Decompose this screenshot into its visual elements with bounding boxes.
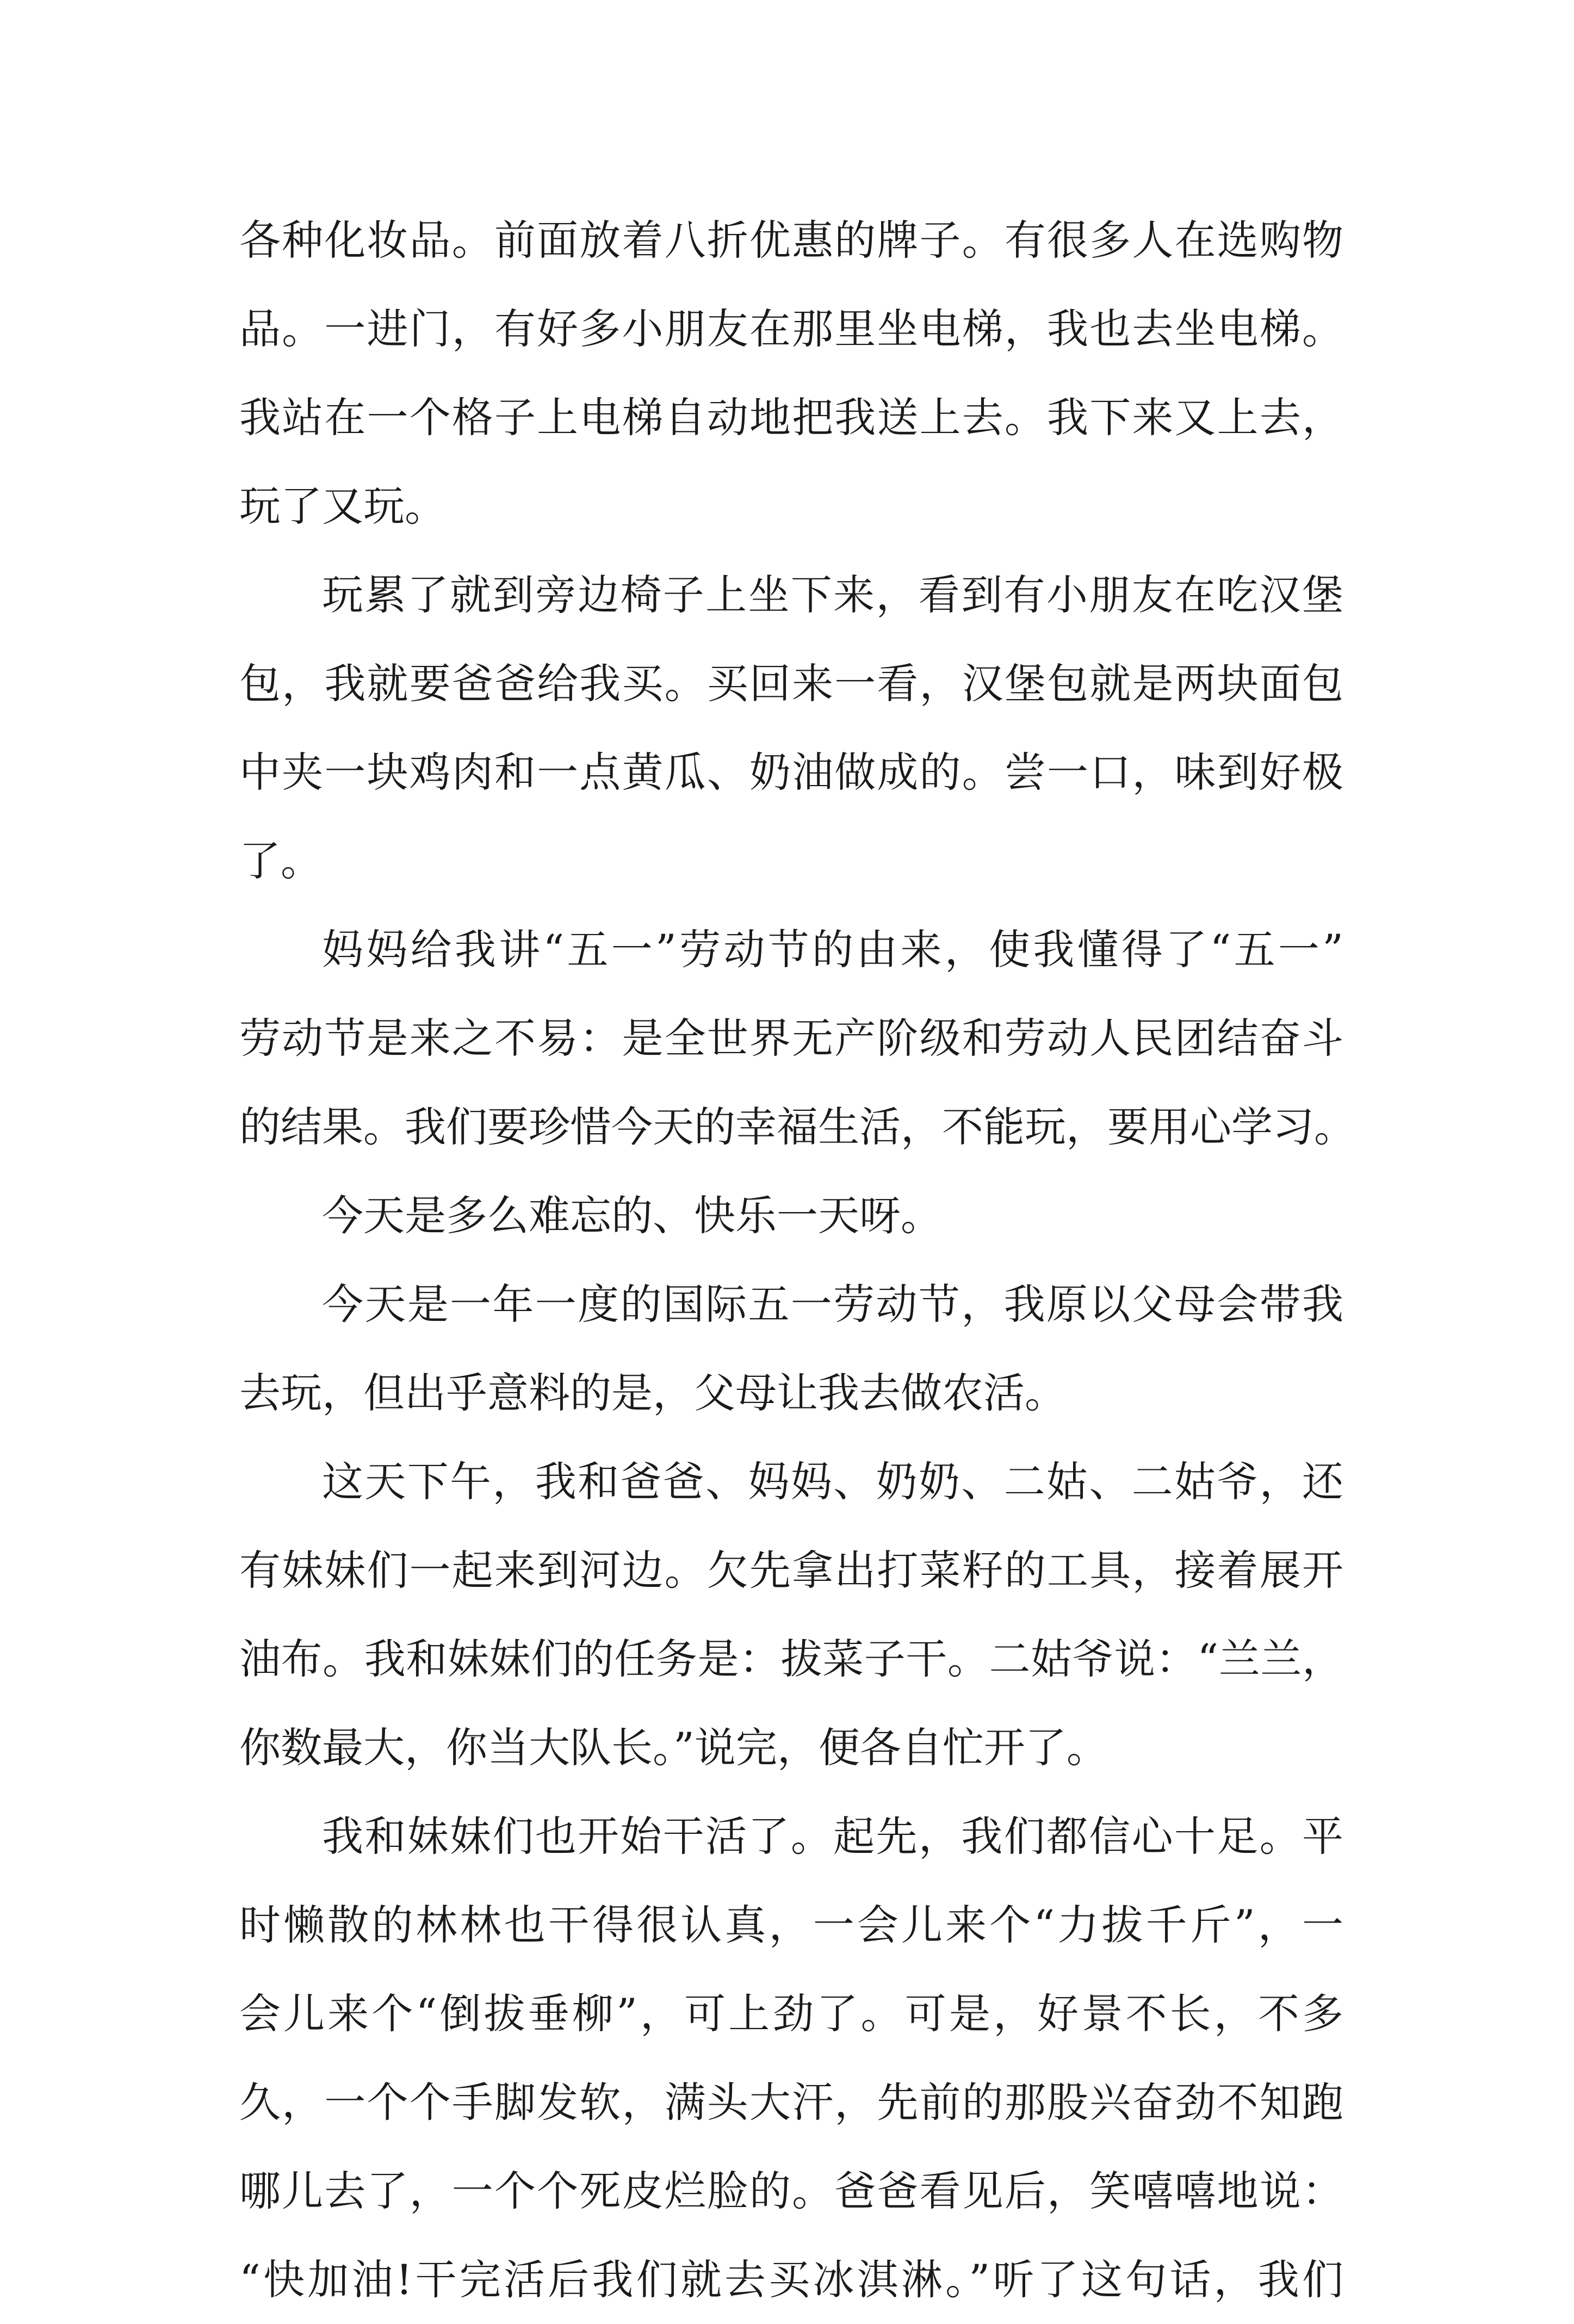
text-line: 今天是多么难忘的、快乐一天呀。: [322, 1191, 942, 1240]
text-line: 中夹一块鸡肉和一点黄瓜、奶油做成的。尝一口，味到好极: [239, 748, 1343, 796]
text-line: 妈妈给我讲“五一”劳动节的由来，使我懂得了“五一”: [322, 925, 1343, 974]
text-line: 有妹妹们一起来到河边。欠先拿出打菜籽的工具，接着展开: [239, 1546, 1343, 1594]
text-line: 会儿来个“倒拔垂柳”，可上劲了。可是，好景不长，不多: [239, 1989, 1343, 2038]
text-line: 玩了又玩。: [239, 482, 446, 530]
text-line: 你数最大，你当大队长。”说完，便各自忙开了。: [239, 1723, 1108, 1772]
text-line: 了。: [239, 837, 322, 885]
text-line: 包，我就要爸爸给我买。买回来一看，汉堡包就是两块面包: [239, 659, 1343, 708]
text-line: 我和妹妹们也开始干活了。起先，我们都信心十足。平: [322, 1812, 1343, 1861]
text-line: 各种化妆品。前面放着八折优惠的牌子。有很多人在选购物: [239, 216, 1343, 264]
text-line: 我站在一个格子上电梯自动地把我送上去。我下来又上去，: [239, 393, 1343, 442]
text-line: “快加油!干完活后我们就去买冰淇淋。”听了这句话，我们: [239, 2255, 1343, 2304]
text-line: 玩累了就到旁边椅子上坐下来，看到有小朋友在吃汉堡: [322, 571, 1343, 619]
text-line: 品。一进门，有好多小朋友在那里坐电梯，我也去坐电梯。: [239, 305, 1343, 353]
text-line: 的结果。我们要珍惜今天的幸福生活，不能玩，要用心学习。: [239, 1103, 1355, 1151]
text-line: 哪儿去了，一个个死皮烂脸的。爸爸看见后，笑嘻嘻地说：: [239, 2167, 1343, 2215]
text-line: 久，一个个手脚发软，满头大汗，先前的那股兴奋劲不知跑: [239, 2078, 1343, 2127]
text-line: 时懒散的林林也干得很认真，一会儿来个“力拔千斤”，一: [239, 1901, 1343, 1949]
text-line: 去玩，但出乎意料的是，父母让我去做农活。: [239, 1369, 1066, 1417]
text-line: 今天是一年一度的国际五一劳动节，我原以父母会带我: [322, 1280, 1343, 1328]
text-line: 这天下午，我和爸爸、妈妈、奶奶、二姑、二姑爷，还: [322, 1457, 1343, 1506]
document-text: [239, 196, 1355, 2324]
text-line: 劳动节是来之不易：是全世界无产阶级和劳动人民团结奋斗: [239, 1014, 1343, 1062]
text-line: 油布。我和妹妹们的任务是：拔菜子干。二姑爷说：“兰兰，: [239, 1635, 1343, 1683]
